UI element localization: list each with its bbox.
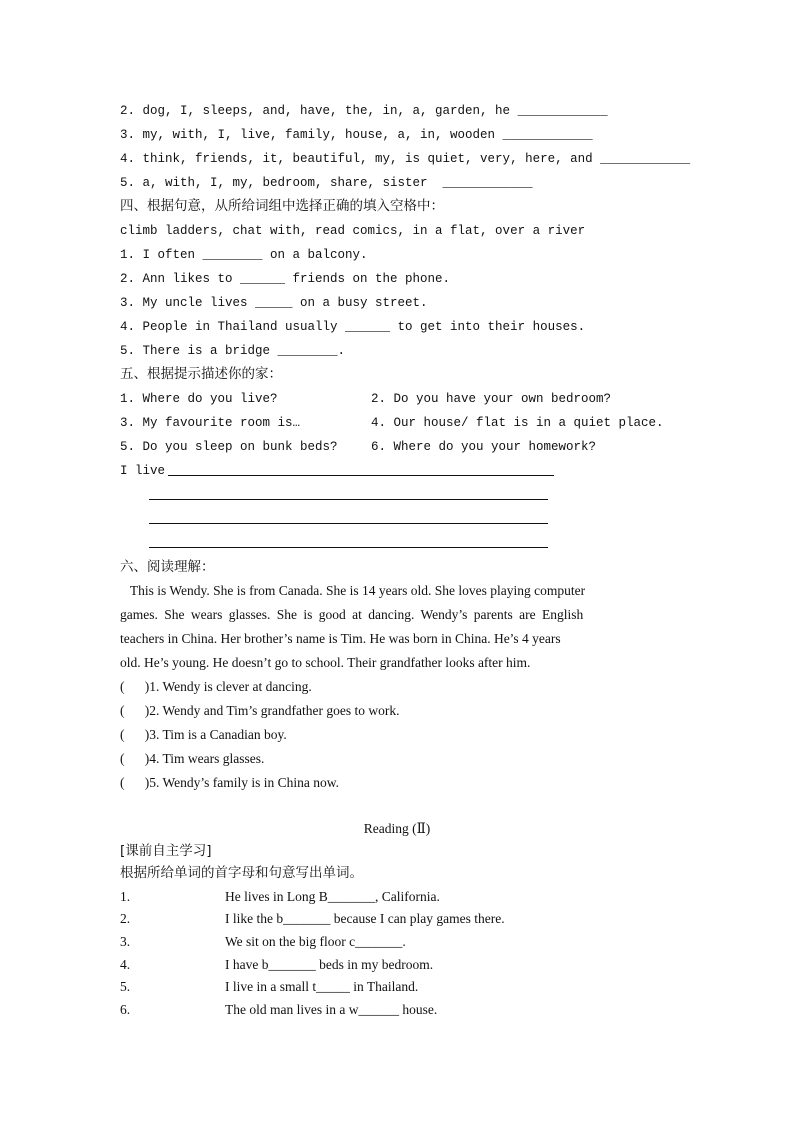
section6-heading: 六、阅读理解：	[120, 559, 215, 575]
word-item-text: I live in a small t_____ in Thailand.	[225, 979, 419, 994]
reorder-item-3: 3. my, with, I, live, family, house, a, in, wooden ____________	[120, 128, 593, 142]
word-item-number: 5.	[120, 979, 131, 994]
fill-item-5: 5. There is a bridge ________.	[120, 344, 346, 358]
prompt-4: 4. Our house/ flat is in a quiet place.	[371, 416, 664, 430]
word-item-number: 1.	[120, 889, 131, 904]
prompt-5: 5. Do you sleep on bunk beds?	[120, 440, 338, 454]
writing-line-3[interactable]	[149, 523, 548, 524]
reorder-item-5: 5. a, with, I, my, bedroom, share, sister ____________	[120, 176, 533, 190]
passage-line-3: teachers in China. Her brother’s name is Tim. He was born in China. He’s 4 years	[120, 631, 561, 646]
word-item-text: The old man lives in a w______ house.	[225, 1002, 438, 1017]
word-item-text: We sit on the big floor c_______.	[225, 934, 406, 949]
writing-line-1[interactable]	[168, 475, 554, 476]
prompt-2: 2. Do you have your own bedroom?	[371, 392, 612, 406]
question-2: ( )2. Wendy and Tim’s grandfather goes to work.	[120, 703, 400, 718]
question-5: ( )5. Wendy’s family is in China now.	[120, 775, 340, 790]
passage-line-2: games. She wears glasses. She is good at dancing. Wendy’s parents are English	[120, 607, 584, 622]
passage-line-4: old. He’s young. He doesn’t go to school. Their grandfather looks after him.	[120, 655, 531, 670]
prompt-6: 6. Where do you your homework?	[371, 440, 597, 454]
word-item-text: He lives in Long B_______, California.	[225, 889, 440, 904]
reading2-subheading: [课前自主学习]	[120, 843, 212, 859]
reorder-item-2: 2. dog, I, sleeps, and, have, the, in, a, garden, he ____________	[120, 104, 608, 118]
reading2-title: Reading (Ⅱ)	[363, 821, 431, 836]
word-item-number: 3.	[120, 934, 131, 949]
section5-heading: 五、根据提示描述你的家：	[120, 366, 282, 382]
reorder-item-4: 4. think, friends, it, beautiful, my, is quiet, very, here, and ____________	[120, 152, 691, 166]
fill-item-1: 1. I often ________ on a balcony.	[120, 248, 368, 262]
question-3: ( )3. Tim is a Canadian boy.	[120, 727, 287, 742]
writing-start: I live	[120, 464, 166, 478]
fill-item-4: 4. People in Thailand usually ______ to get into their houses.	[120, 320, 586, 334]
writing-line-2[interactable]	[149, 499, 548, 500]
fill-item-2: 2. Ann likes to ______ friends on the phone.	[120, 272, 451, 286]
section4-heading: 四、根据句意，从所给词组中选择正确的填入空格中：	[120, 198, 444, 214]
reading2-instruction: 根据所给单词的首字母和句意写出单词。	[120, 865, 363, 881]
word-item-text: I like the b_______ because I can play games there.	[225, 911, 505, 926]
word-item-text: I have b_______ beds in my bedroom.	[225, 957, 434, 972]
prompt-3: 3. My favourite room is…	[120, 416, 301, 430]
word-item-number: 4.	[120, 957, 131, 972]
word-item-number: 2.	[120, 911, 131, 926]
writing-line-4[interactable]	[149, 547, 548, 548]
section4-word-bank: climb ladders, chat with, read comics, in a flat, over a river	[120, 224, 586, 238]
fill-item-3: 3. My uncle lives _____ on a busy street.	[120, 296, 428, 310]
word-item-number: 6.	[120, 1002, 131, 1017]
question-4: ( )4. Tim wears glasses.	[120, 751, 265, 766]
prompt-1: 1. Where do you live?	[120, 392, 278, 406]
passage-line-1: This is Wendy. She is from Canada. She is 14 years old. She loves playing computer	[120, 583, 586, 598]
question-1: ( )1. Wendy is clever at dancing.	[120, 679, 312, 694]
